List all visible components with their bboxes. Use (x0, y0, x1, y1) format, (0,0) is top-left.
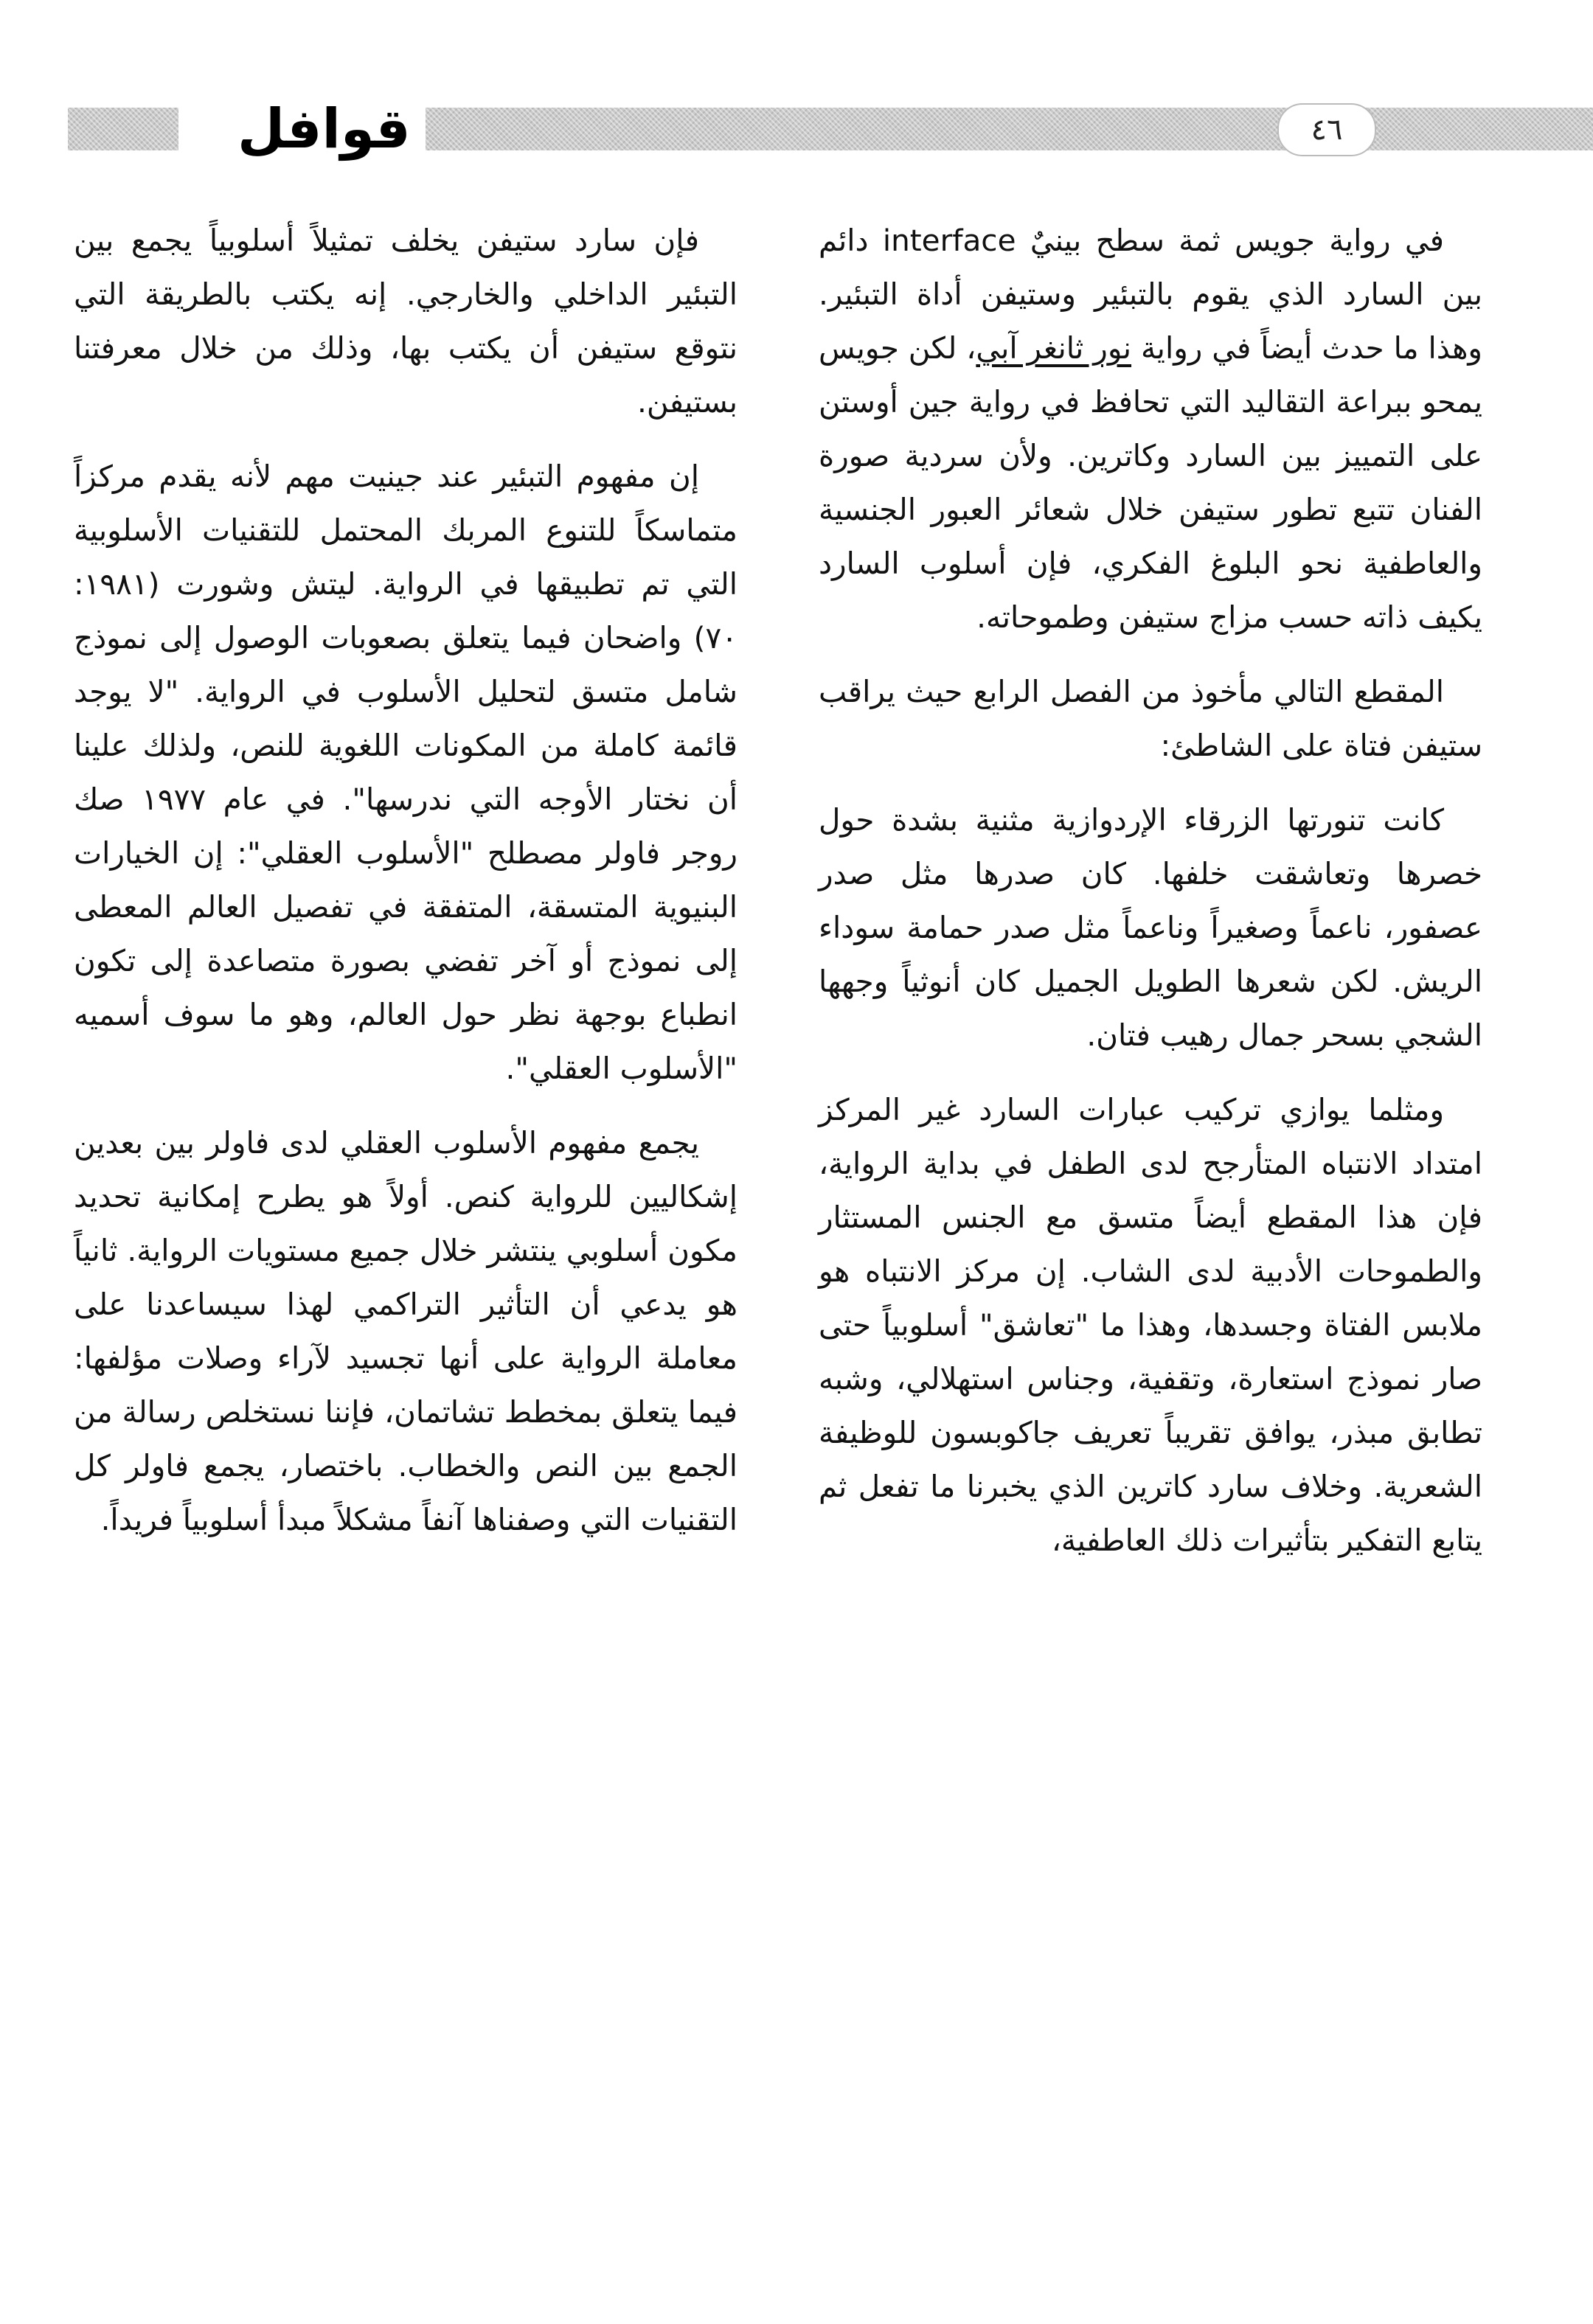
paragraph: إن مفهوم التبئير عند جينيت مهم لأنه يقدم مركزاً متماسكاً للتنوع المربك المحتمل للتقنيات الأسلوبية التي تم تطبيقها في الرواية. ليتش وشورت (١٩٨١: ٧٠) واضحان فيما يتعلق بصعوبات الوصول إلى نموذج شامل متسق لتحليل الأسلوب في الرواية. "لا يوجد قائمة كاملة من المكونات اللغوية للنص، ولذلك علينا أن نختار الأوجه التي ندرسها". في عام ١٩٧٧ صك روجر فاولر مصطلح "الأسلوب العقلي": إن الخيارات البنيوية المتسقة، المتفقة في تفصيل العالم المعطى إلى نموذج أو آخر تفضي بصورة متصاعدة إلى تكون انطباع بوجهة نظر حول العالم، وهو ما سوف أسميه "الأسلوب العقلي". (74, 459, 738, 1086)
header-pattern-band (363, 108, 1593, 150)
paragraph: في رواية جويس ثمة سطح بينيٌ interface دائم بين السارد الذي يقوم بالتبئير وستيفن أداة التبئير. وهذا ما حدث أيضاً في رواية نور ثانغر آبي، لكن جويس يمحو ببراعة التقاليد التي تحافظ في رواية جين أوستن على التمييز بين السارد وكاترين. ولأن سردية صورة الفنان تتبع تطور ستيفن خلال شعائر العبور الجنسية والعاطفية نحو البلوغ الفكري، فإن أسلوب السارد يكيف ذاته حسب مزاج ستيفن وطموحاته. (819, 223, 1482, 635)
paragraph: فإن سارد ستيفن يخلف تمثيلاً أسلوبياً يجمع بين التبئير الداخلي والخارجي. إنه يكتب بالطريقة التي نتوقع ستيفن أن يكتب بها، وذلك من خلال معرفتنا بستيفن. (74, 223, 738, 420)
paragraph: يجمع مفهوم الأسلوب العقلي لدى فاولر بين بعدين إشكاليين للرواية كنص. أولاً هو يطرح إمكانية تحديد مكون أسلوبي ينتشر خلال جميع مستويات الرواية. ثانياً هو يدعي أن التأثير التراكمي لهذا سيساعدنا على معاملة الرواية على أنها تجسيد لآراء وصلات مؤلفها: فيما يتعلق بمخطط تشاتمان، فإننا نستخلص رسالة من الجمع بين النص والخطاب. باختصار، يجمع فاولر كل التقنيات التي وصفناها آنفاً مشكلاً مبدأ أسلوبياً فريداً. (74, 1125, 738, 1537)
left-column (74, 214, 738, 1568)
header-pattern-band-left (68, 108, 178, 150)
paragraph: ومثلما يوازي تركيب عبارات السارد غير المركز امتداد الانتباه المتأرجح لدى الطفل في بداية الرواية، فإن هذا المقطع أيضاً متسق مع الجنس المستثار والطموحات الأدبية لدى الشاب. إن مركز الانتباه هو ملابس الفتاة وجسدها، وهذا ما "تعاشق" أسلوبياً حتى صار نموذج استعارة، وتقفية، وجناس استهلالي، وشبه تطابق مبذر، يوافق تقريباً تعريف جاكوبسون للوظيفة الشعرية. وخلاف سارد كاترين الذي يخبرنا ما تفعل ثم يتابع التفكير بتأثيرات ذلك العاطفية، (819, 1092, 1482, 1558)
quoted-passage: كانت تنورتها الزرقاء الإردوازية مثنية بشدة حول خصرها وتعاشقت خلفها. كان صدرها مثل صدر عصفور، ناعماً وصغيراً وناعماً مثل صدر حمامة سوداء الريش. لكن شعرها الطويل الجميل كان أنوثياً وجهها الشجي بسحر جمال رهيب فتان. (819, 802, 1482, 1053)
right-column (819, 214, 1482, 1588)
magazine-title: قوافل (223, 97, 426, 161)
paragraph: المقطع التالي مأخوذ من الفصل الرابع حيث يراقب ستيفن فتاة على الشاطئ: (819, 674, 1482, 763)
page-header (68, 97, 1593, 161)
novel-title-underlined: نور ثانغر آبي (976, 330, 1132, 366)
page-number: ٤٦ (1277, 103, 1376, 156)
